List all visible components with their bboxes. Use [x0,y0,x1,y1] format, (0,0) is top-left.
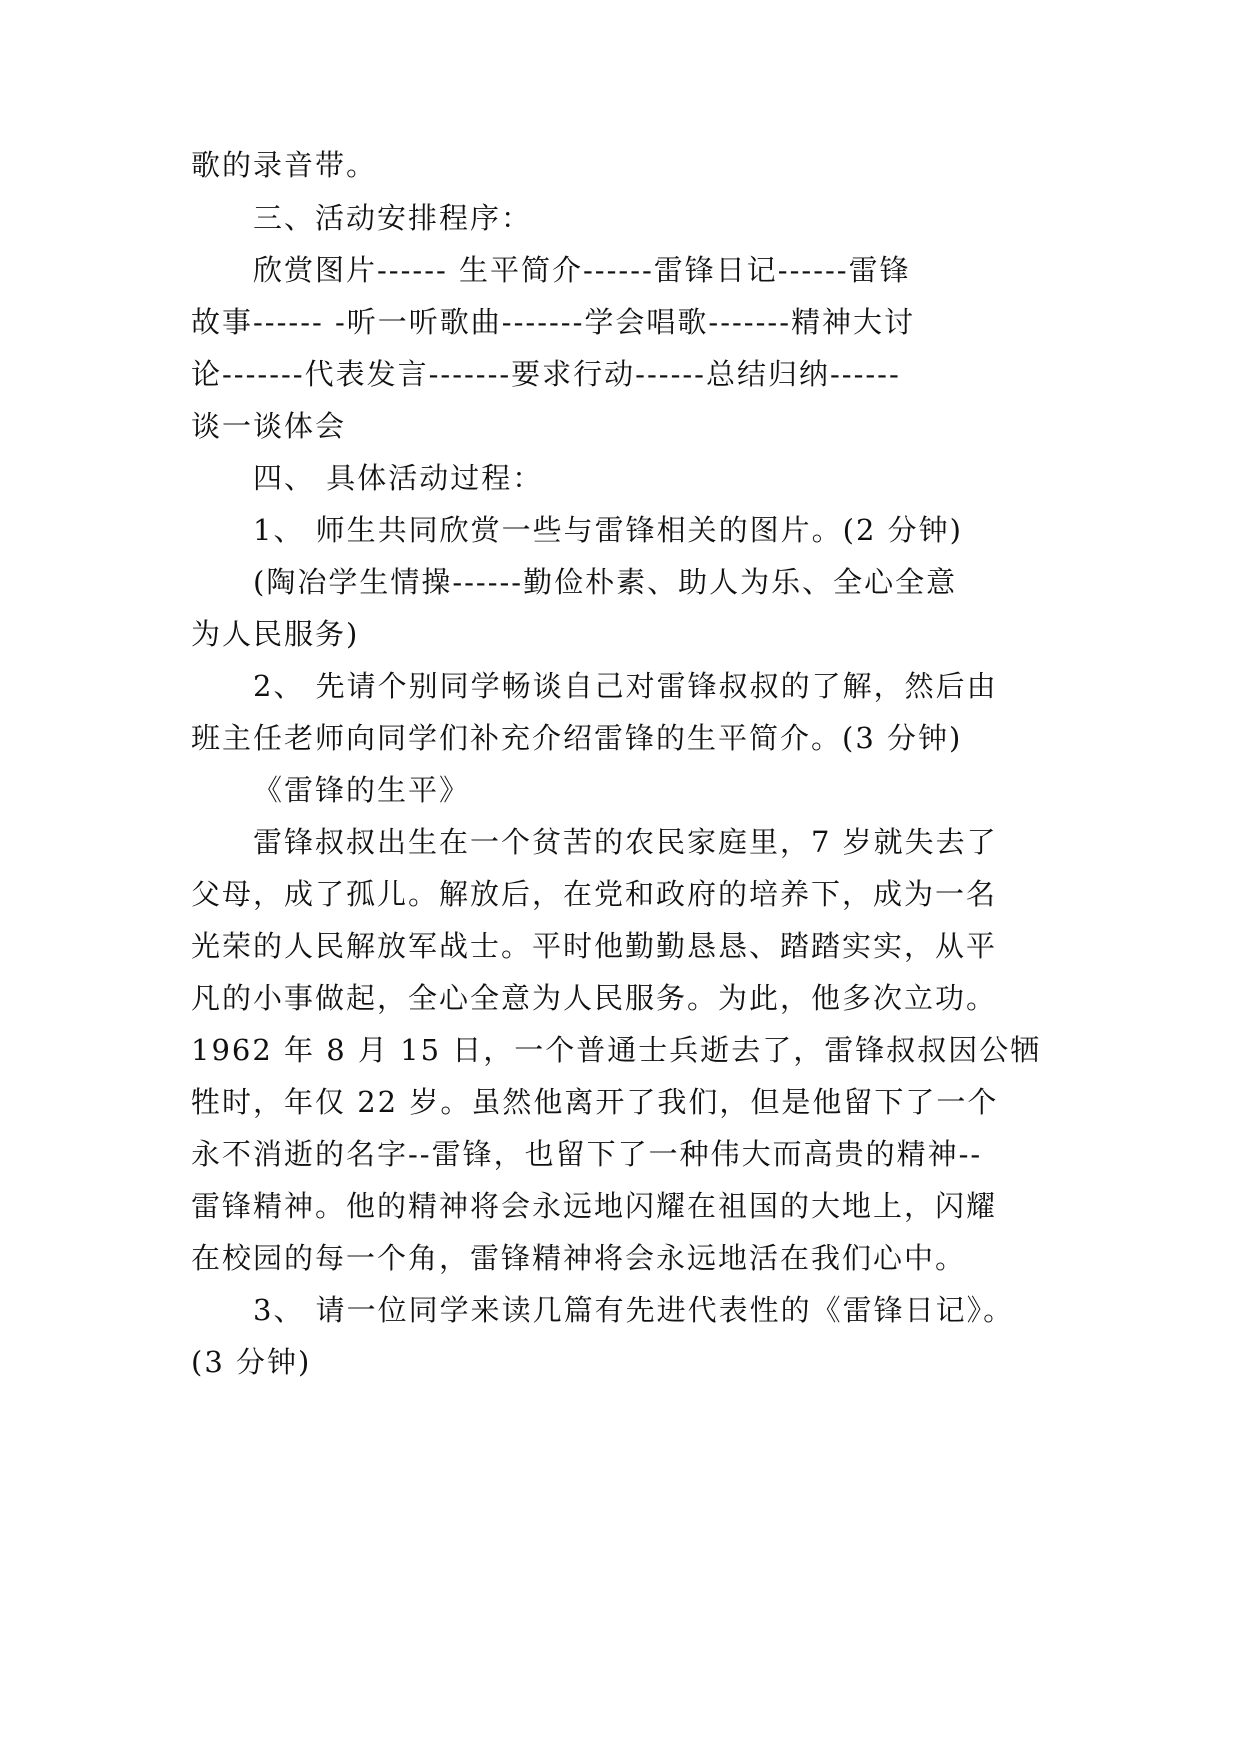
text-line: 歌的录音带。 [191,148,378,182]
section-heading: 四、 具体活动过程： [253,461,544,495]
text-line: 欣赏图片------ 生平简介------雷锋日记------雷锋 [253,253,911,287]
text-line: 光荣的人民解放军战士。平时他勤勤恳恳、踏踏实实，从平 [191,929,998,963]
text-line: 为人民服务) [191,617,360,651]
section-heading: 三、活动安排程序： [253,201,533,235]
subsection-title: 《雷锋的生平》 [253,773,471,807]
list-item: 1、 师生共同欣赏一些与雷锋相关的图片。(2 分钟) [253,513,963,547]
text-line: 1962 年 8 月 15 日，一个普通士兵逝去了，雷锋叔叔因公牺 [191,1033,1042,1067]
text-line: 雷锋精神。他的精神将会永远地闪耀在祖国的大地上，闪耀 [191,1189,998,1223]
text-line: 凡的小事做起，全心全意为人民服务。为此，他多次立功。 [191,981,998,1015]
list-item: 2、 先请个别同学畅谈自己对雷锋叔叔的了解，然后由 [253,669,998,703]
text-line: 在校园的每一个角，雷锋精神将会永远地活在我们心中。 [191,1241,967,1275]
text-line: (3 分钟) [191,1345,312,1379]
text-line: 牲时，年仅 22 岁。虽然他离开了我们，但是他留下了一个 [191,1085,999,1119]
text-line: 永不消逝的名字--雷锋，也留下了一种伟大而高贵的精神-- [191,1137,983,1171]
text-line: 父母，成了孤儿。解放后，在党和政府的培养下，成为一名 [191,877,998,911]
text-line: 谈一谈体会 [191,409,347,443]
text-line: 班主任老师向同学们补充介绍雷锋的生平简介。(3 分钟) [191,721,963,755]
text-line: 雷锋叔叔出生在一个贫苦的农民家庭里，7 岁就失去了 [253,825,998,859]
text-line: (陶冶学生情操------勤俭朴素、助人为乐、全心全意 [253,565,958,599]
list-item: 3、 请一位同学来读几篇有先进代表性的《雷锋日记》。 [253,1293,1015,1327]
text-line: 故事------ -听一听歌曲-------学会唱歌-------精神大讨 [191,305,915,339]
text-line: 论-------代表发言-------要求行动------总结归纳------ [191,357,901,391]
